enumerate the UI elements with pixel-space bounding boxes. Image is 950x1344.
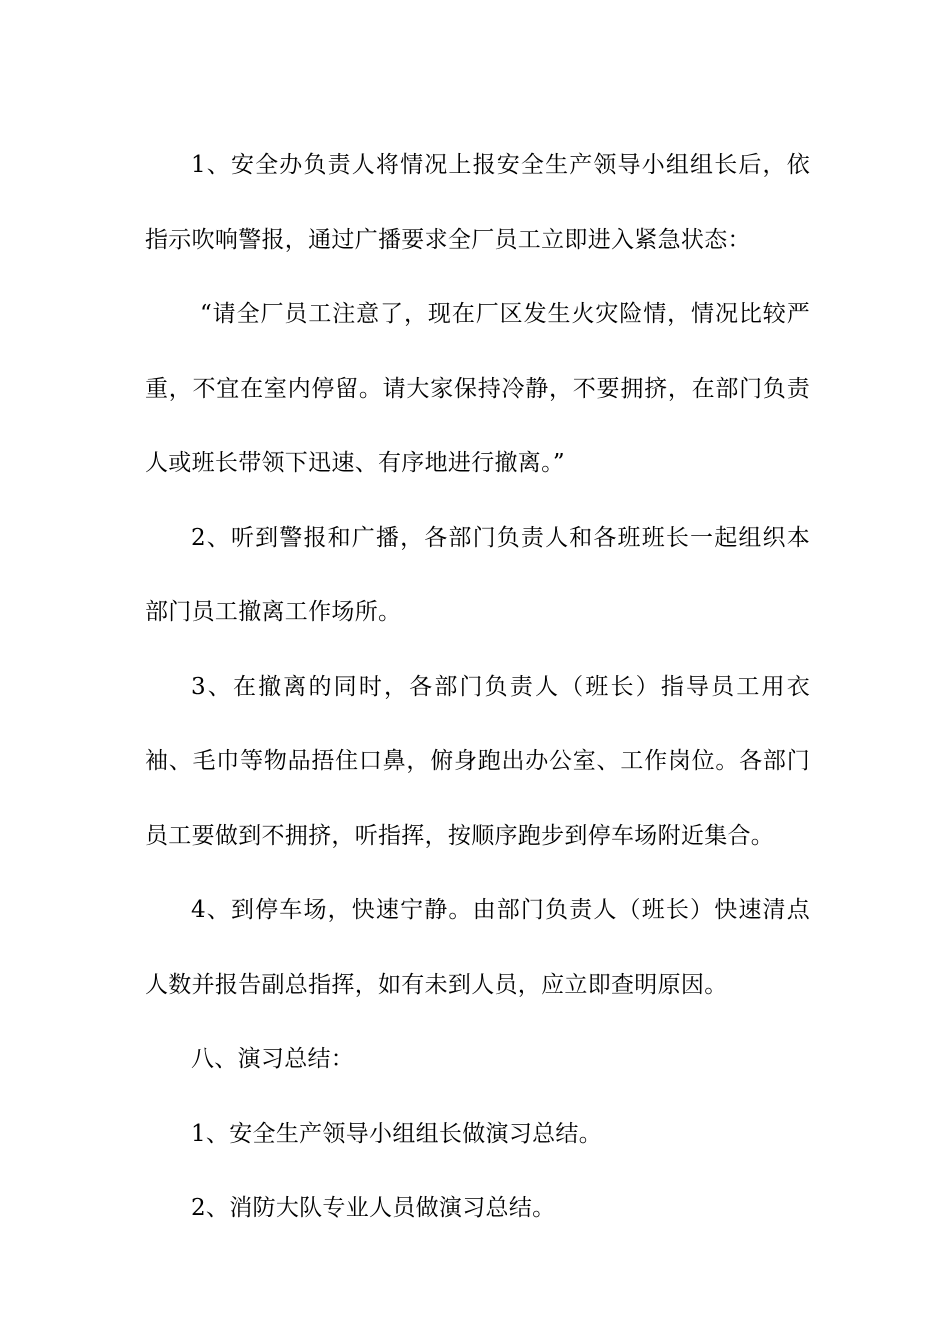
paragraph-step-3-protect: 3、在撤离的同时，各部门负责人（班长）指导员工用衣袖、毛巾等物品捂住口鼻，俯身跑出办公室、工作岗位。各部门员工要做到不拥挤，听指挥，按顺序跑步到停车场附近集合。 [145,673,810,849]
section-heading-summary: 八、演习总结： [191,1046,355,1072]
document-body [145,128,810,1246]
paragraph-summary-1: 1、安全生产领导小组组长做演习总结。 [191,1120,603,1147]
paragraph-step-1-alarm: 1、安全办负责人将情况上报安全生产领导小组组长后，依指示吹响警报，通过广播要求全厂员工立即进入紧急状态： [145,152,810,253]
paragraph-broadcast-quote: “请全厂员工注意了，现在厂区发生火灾险情，情况比较严重，不宜在室内停留。请大家保持冷静，不要拥挤，在部门负责人或班长带领下迅速、有序地进行撤离。” [145,301,810,476]
paragraph-summary-2: 2、消防大队专业人员做演习总结。 [191,1195,556,1221]
paragraph-step-2-evacuate: 2、听到警报和广播，各部门负责人和各班班长一起组织本部门员工撤离工作场所。 [145,524,810,625]
paragraph-step-4-assemble: 4、到停车场，快速宁静。由部门负责人（班长）快速清点人数并报告副总指挥，如有未到人员，应立即查明原因。 [145,897,810,998]
